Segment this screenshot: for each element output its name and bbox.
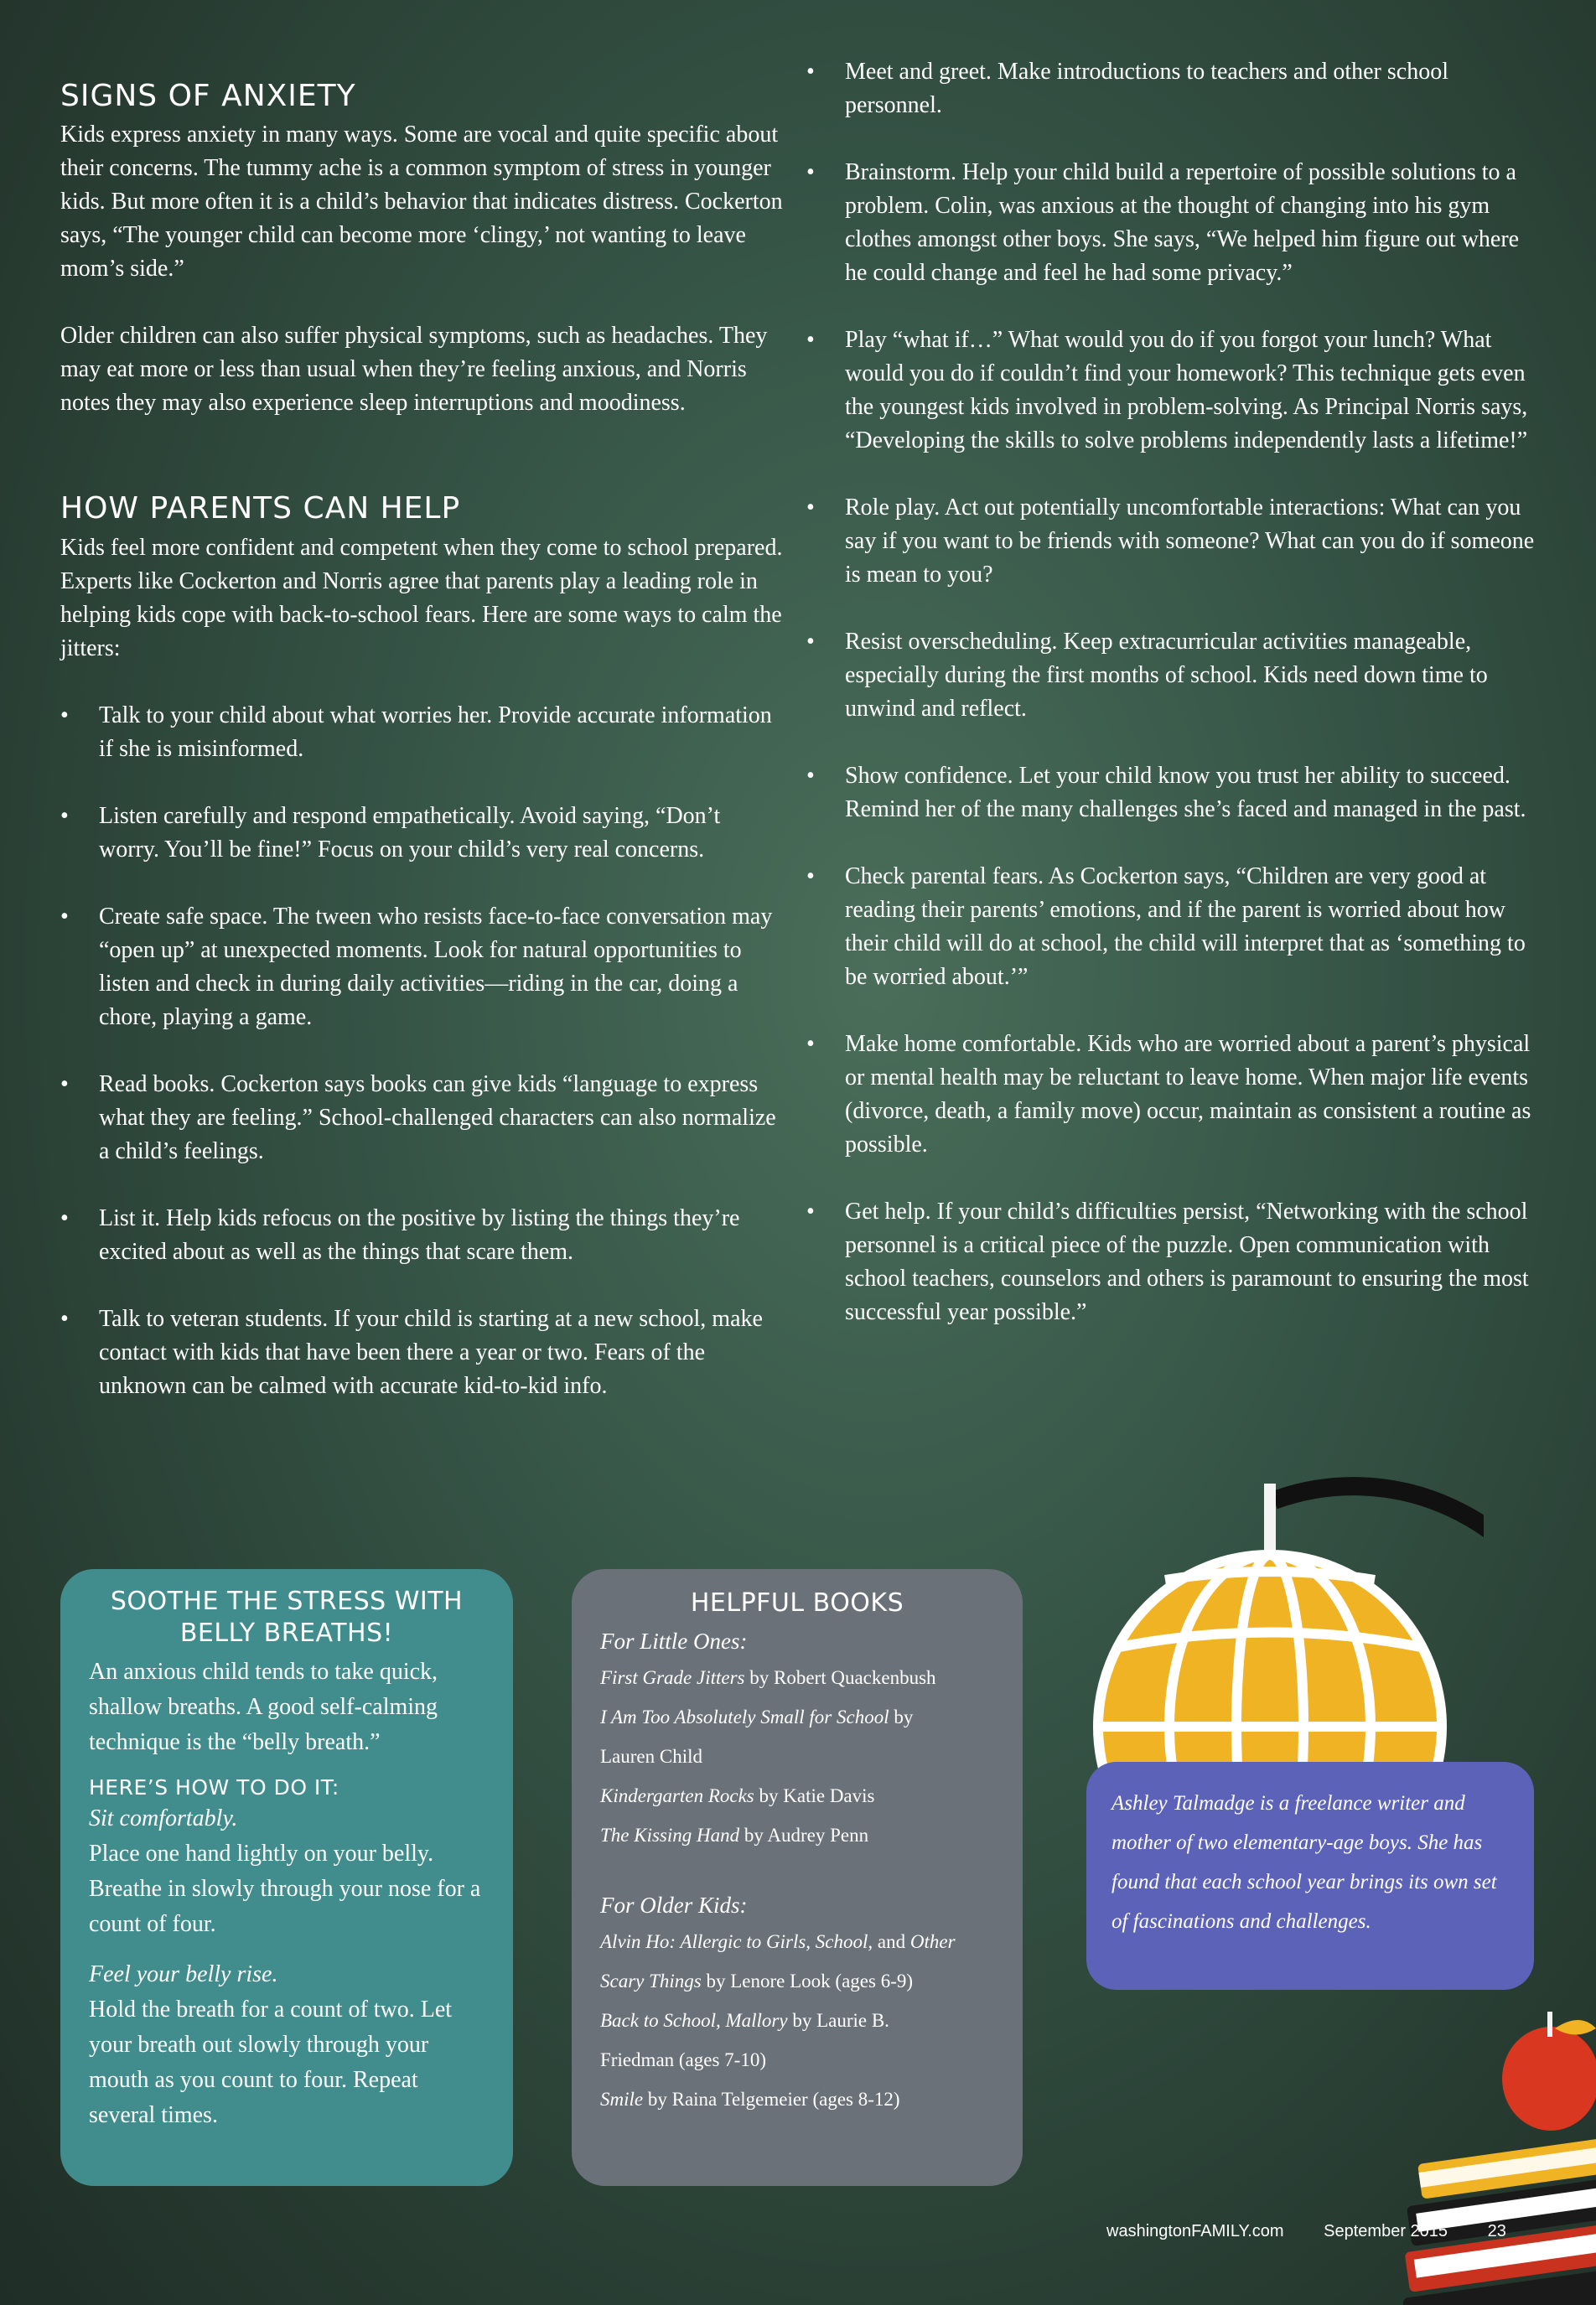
list-item-text: Talk to veteran students. If your child is starting at a new school, make contact with kids that have been there a year or two. Fears of the unknown can be calmed with accurate kid-to-kid info. xyxy=(99,1305,763,1399)
bullet-list-left xyxy=(60,699,786,1403)
soothe-title-line-2: BELLY BREATHS! xyxy=(179,1619,394,1648)
book-item xyxy=(600,2040,994,2080)
list-item-text: Resist overscheduling. Keep extracurricular activities manageable, especially during the first months of school. Kids need down time to unwind and reflect. xyxy=(845,629,1488,722)
help-intro: Kids feel more confident and competent when they come to school prepared. Experts like Cockerton and Norris agree that parents play a leading role in helping kids cope with back-to-school fears. Here are some ways to calm the jitters: xyxy=(60,534,783,661)
bullet-icon: • xyxy=(806,59,815,85)
book-title: First Grade Jitters xyxy=(600,1667,745,1688)
book-item xyxy=(600,1816,994,1855)
bullet-icon: • xyxy=(806,495,815,521)
book-item xyxy=(600,2001,994,2040)
soothe-step1-label: Sit comfortably. xyxy=(89,1805,238,1831)
right-column xyxy=(806,55,1536,1363)
list-item xyxy=(60,1202,786,1269)
list-item xyxy=(806,491,1536,592)
book-author: Lauren Child xyxy=(600,1746,702,1767)
list-item-text: List it. Help kids refocus on the positive by listing the things they’re excited about as well as the things that scare them. xyxy=(99,1204,740,1265)
book-author: by Laurie B. xyxy=(787,2010,889,2031)
bullet-icon: • xyxy=(60,1070,69,1097)
book-item xyxy=(600,1961,994,2001)
bullet-icon: • xyxy=(806,629,815,655)
book-author: by Robert Quackenbush xyxy=(744,1667,936,1688)
soothe-box xyxy=(60,1569,513,2186)
books-box xyxy=(572,1569,1023,2186)
list-item xyxy=(806,324,1536,458)
list-item xyxy=(806,625,1536,726)
book-title: Back to School, Mallory xyxy=(600,2010,788,2031)
list-item-text: Make home comfortable. Kids who are worried about a parent’s physical or mental health may be reluctant to leave home. When major life events (divorce, death, a family move) occur, maintain as consistent a routine as possible. xyxy=(845,1031,1531,1158)
list-item-text: Listen carefully and respond empathetically. Avoid saying, “Don’t worry. You’ll be fine!” Focus on your child’s very real concerns. xyxy=(99,802,721,862)
book-item xyxy=(600,1697,994,1737)
bullet-icon: • xyxy=(806,863,815,889)
book-title: Kindergarten Rocks xyxy=(600,1785,754,1806)
bullet-icon: • xyxy=(806,1199,815,1225)
soothe-subheading: HERE’S HOW TO DO IT: xyxy=(89,1775,339,1800)
bullet-icon: • xyxy=(60,903,69,930)
list-item xyxy=(806,759,1536,826)
book-author: Friedman (ages 7-10) xyxy=(600,2049,766,2070)
list-item-text: Check parental fears. As Cockerton says, “Children are very good at reading their parents’ emotions, and if the parent is worried about how their child will do at school, the child will interpret that as ‘something to be worried about.’” xyxy=(845,863,1526,990)
list-item-text: Play “what if…” What would you do if you forgot your lunch? What would you do if couldn’t find your homework? This technique gets even the youngest kids involved in problem-solving. As Principal Norris says, “Developing the skills to solve problems independently lasts a lifetime!” xyxy=(845,327,1528,453)
left-column xyxy=(60,52,786,1437)
list-item xyxy=(60,699,786,766)
list-item-text: Meet and greet. Make introductions to teachers and other school personnel. xyxy=(845,59,1448,118)
author-bio-box xyxy=(1086,1762,1534,1990)
signs-heading: SIGNS OF ANXIETY xyxy=(60,79,356,113)
bullet-icon: • xyxy=(60,802,69,829)
list-item xyxy=(60,1303,786,1403)
help-heading: HOW PARENTS CAN HELP xyxy=(60,491,461,526)
list-item-text: Get help. If your child’s difficulties persist, “Networking with the school personnel is a critical piece of the puzzle. Open communication with school teachers, counselors and others is paramount to ensuring the most successful year possible.” xyxy=(845,1199,1529,1325)
list-item xyxy=(60,900,786,1034)
book-title: I Am Too Absolutely Small for School xyxy=(600,1707,889,1727)
book-title: Alvin Ho: Allergic to Girls, School, xyxy=(600,1931,873,1952)
books-title: HELPFUL BOOKS xyxy=(690,1588,904,1618)
bullet-icon: • xyxy=(806,763,815,789)
soothe-step1-text: Place one hand lightly on your belly. Breathe in slowly through your nose for a count of four. xyxy=(89,1841,481,1937)
book-connector: and xyxy=(873,1931,910,1952)
list-item-text: Create safe space. The tween who resists face-to-face conversation may “open up” at unexpected moments. Look for natural opportunities to listen and check in during daily activities—riding in the car, doing a chore, playing a game. xyxy=(99,903,773,1030)
book-author: by Raina Telgemeier (ages 8-12) xyxy=(643,2089,900,2110)
list-item xyxy=(806,860,1536,994)
books-older-heading: For Older Kids: xyxy=(600,1893,748,1918)
bullet-icon: • xyxy=(806,159,815,185)
list-item-text: Read books. Cockerton says books can give kids “language to express what they are feeling.” School-challenged characters can also normalize a child’s feelings. xyxy=(99,1070,776,1164)
book-item xyxy=(600,1737,994,1776)
list-item xyxy=(60,1068,786,1168)
bullet-icon: • xyxy=(60,1305,69,1332)
list-item xyxy=(806,156,1536,290)
soothe-intro: An anxious child tends to take quick, shallow breaths. A good self-calming technique is the “belly breath.” xyxy=(89,1659,438,1755)
list-item-text: Talk to your child about what worries her. Provide accurate information if she is misinformed. xyxy=(99,702,772,762)
soothe-title-line-1: SOOTHE THE STRESS WITH xyxy=(110,1587,464,1616)
signs-paragraph-1: Kids express anxiety in many ways. Some are vocal and quite specific about their concerns. The tummy ache is a common symptom of stress in younger kids. But more often it is a child’s behavior that indicates distress. Cockerton says, “The younger child can become more ‘clingy,’ not wanting to leave mom’s side.” xyxy=(60,122,783,282)
list-item xyxy=(806,1028,1536,1162)
books-little-heading: For Little Ones: xyxy=(600,1629,748,1654)
book-item xyxy=(600,2080,994,2119)
list-item xyxy=(806,55,1536,122)
soothe-title xyxy=(89,1586,484,1650)
book-item xyxy=(600,1776,994,1816)
book-author: by Lenore Look (ages 6-9) xyxy=(701,1971,914,1992)
footer-site: washingtonFAMILY.com xyxy=(1106,2222,1284,2240)
list-item-text: Role play. Act out potentially uncomfortable interactions: What can you say if you want to be friends with someone? What can you do if someone is mean to you? xyxy=(845,495,1535,588)
list-item xyxy=(60,800,786,867)
footer-page-number: 23 xyxy=(1487,2222,1506,2240)
signs-paragraph-2: Older children can also suffer physical symptoms, such as headaches. They may eat more or less than usual when they’re feeling anxious, and Norris notes they may also experience sleep interruptions and moodiness. xyxy=(60,323,768,417)
list-item-text: Show confidence. Let your child know you trust her ability to succeed. Remind her of the many challenges she’s faced and managed in the past. xyxy=(845,763,1526,822)
book-title-continued: Other xyxy=(909,1931,956,1952)
books-apple-illustration xyxy=(1391,1995,1596,2305)
bullet-icon: • xyxy=(806,1031,815,1057)
author-bio-text: Ashley Talmadge is a freelance writer and mother of two elementary-age boys. She has found that each school year brings its own set of fascinations and challenges. xyxy=(1112,1792,1497,1933)
list-item xyxy=(806,1195,1536,1329)
book-title: Smile xyxy=(600,2089,644,2110)
book-author: by Katie Davis xyxy=(754,1785,875,1806)
list-item-text: Brainstorm. Help your child build a repertoire of possible solutions to a problem. Colin, was anxious at the thought of changing into his gym clothes amongst other boys. She says, “We helped him figure out where he could change and feel he had some privacy.” xyxy=(845,159,1520,286)
book-title: Scary Things xyxy=(600,1971,702,1992)
apple-icon xyxy=(1502,2012,1596,2131)
bullet-icon: • xyxy=(60,702,69,728)
bullet-icon: • xyxy=(60,1204,69,1231)
book-title: The Kissing Hand xyxy=(600,1825,740,1846)
page-footer xyxy=(1106,2222,1542,2241)
bullet-icon: • xyxy=(806,327,815,353)
book-author: by xyxy=(889,1707,914,1727)
bullet-list-right xyxy=(806,55,1536,1329)
soothe-step2-text: Hold the breath for a count of two. Let your breath out slowly through your mouth as you count to four. Repeat several times. xyxy=(89,1997,453,2128)
soothe-step2-label: Feel your belly rise. xyxy=(89,1961,278,1987)
book-item xyxy=(600,1922,994,1961)
footer-issue: September 2015 xyxy=(1324,2222,1448,2240)
book-author: by Audrey Penn xyxy=(739,1825,869,1846)
book-item xyxy=(600,1658,994,1697)
